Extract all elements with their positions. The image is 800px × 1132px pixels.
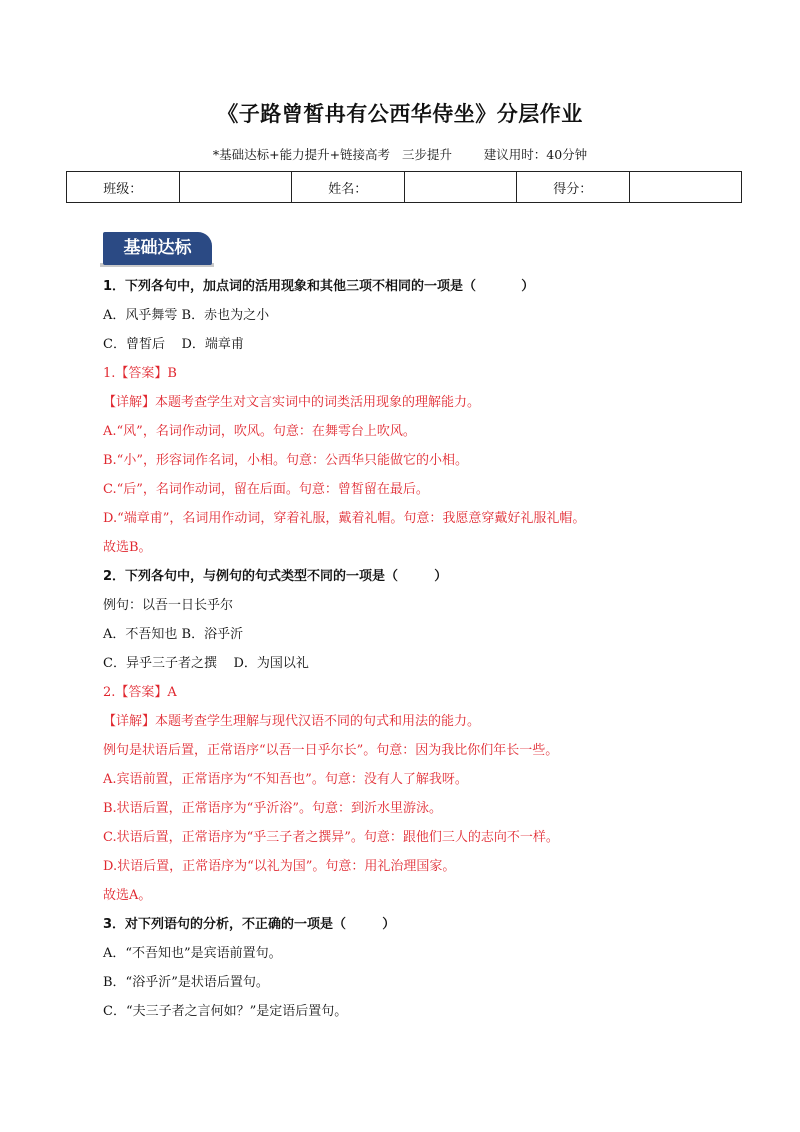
score-field[interactable] bbox=[629, 172, 742, 203]
question-1: 1．下列各句中，加点词的活用现象和其他三项不相同的一项是（ ） bbox=[103, 279, 535, 294]
q2-explain-b: B.状语后置，正常语序为“乎沂浴”。句意：到沂水里游泳。 bbox=[103, 801, 442, 816]
q2-answer: 2.【答案】A bbox=[103, 685, 177, 700]
q1-explain-d: D.“端章甫”，名词用作动词，穿着礼服，戴着礼帽。句意：我愿意穿戴好礼服礼帽。 bbox=[103, 511, 586, 526]
q1-explain-c: C.“后”，名词作动词，留在后面。句意：曾皙留在最后。 bbox=[103, 482, 429, 497]
question-3: 3．对下列语句的分析，不正确的一项是（ ） bbox=[103, 917, 396, 932]
q2-explain-c: C.状语后置，正常语序为“乎三子者之撰异”。句意：跟他们三人的志向不一样。 bbox=[103, 830, 559, 845]
q2-conclusion: 故选A。 bbox=[103, 888, 152, 903]
name-field[interactable] bbox=[404, 172, 517, 203]
q3-option-b: B．“浴乎沂”是状语后置句。 bbox=[103, 975, 269, 990]
q1-answer: 1.【答案】B bbox=[103, 366, 177, 381]
q1-explanation: 【详解】本题考查学生对文言实词中的词类活用现象的理解能力。 bbox=[103, 395, 481, 410]
q3-option-c: C．“夫三子者之言何如？”是定语后置句。 bbox=[103, 1004, 348, 1019]
document-subtitle: *基础达标+能力提升+链接高考 三步提升 建议用时：40分钟 bbox=[212, 147, 588, 162]
question-2: 2．下列各句中，与例句的句式类型不同的一项是（ ） bbox=[103, 569, 448, 584]
section-tag: 基础达标 bbox=[103, 232, 212, 265]
q1-explain-b: B.“小”，形容词作名词，小相。句意：公西华只能做它的小相。 bbox=[103, 453, 468, 468]
q2-options-cd: C．异乎三子者之撰 D．为国以礼 bbox=[103, 656, 309, 671]
class-label: 班级： bbox=[67, 172, 180, 203]
q2-explain-a: A.宾语前置，正常语序为“不知吾也”。句意：没有人了解我呀。 bbox=[103, 772, 468, 787]
q3-option-a: A．“不吾知也”是宾语前置句。 bbox=[103, 946, 282, 961]
student-info-table bbox=[66, 171, 742, 203]
q2-explanation: 【详解】本题考查学生理解与现代汉语不同的句式和用法的能力。 bbox=[103, 714, 481, 729]
q1-explain-a: A.“风”，名词作动词，吹风。句意：在舞雩台上吹风。 bbox=[103, 424, 416, 439]
document-title: 《子路曾皙冉有公西华侍坐》分层作业 bbox=[217, 102, 583, 126]
q1-options-ab: A．风乎舞雩 B．赤也为之小 bbox=[103, 308, 270, 323]
score-label: 得分： bbox=[517, 172, 630, 203]
q2-options-ab: A．不吾知也 B．浴乎沂 bbox=[103, 627, 244, 642]
q2-explain-d: D.状语后置，正常语序为“以礼为国”。句意：用礼治理国家。 bbox=[103, 859, 456, 874]
q1-options-cd: C．曾皙后 D．端章甫 bbox=[103, 337, 244, 352]
q1-conclusion: 故选B。 bbox=[103, 540, 152, 555]
q2-example: 例句：以吾一日长乎尔 bbox=[103, 598, 234, 613]
name-label: 姓名： bbox=[292, 172, 405, 203]
class-field[interactable] bbox=[179, 172, 292, 203]
q2-explain-example: 例句是状语后置，正常语序“以吾一日乎尔长”。句意：因为我比你们年长一些。 bbox=[103, 743, 559, 758]
